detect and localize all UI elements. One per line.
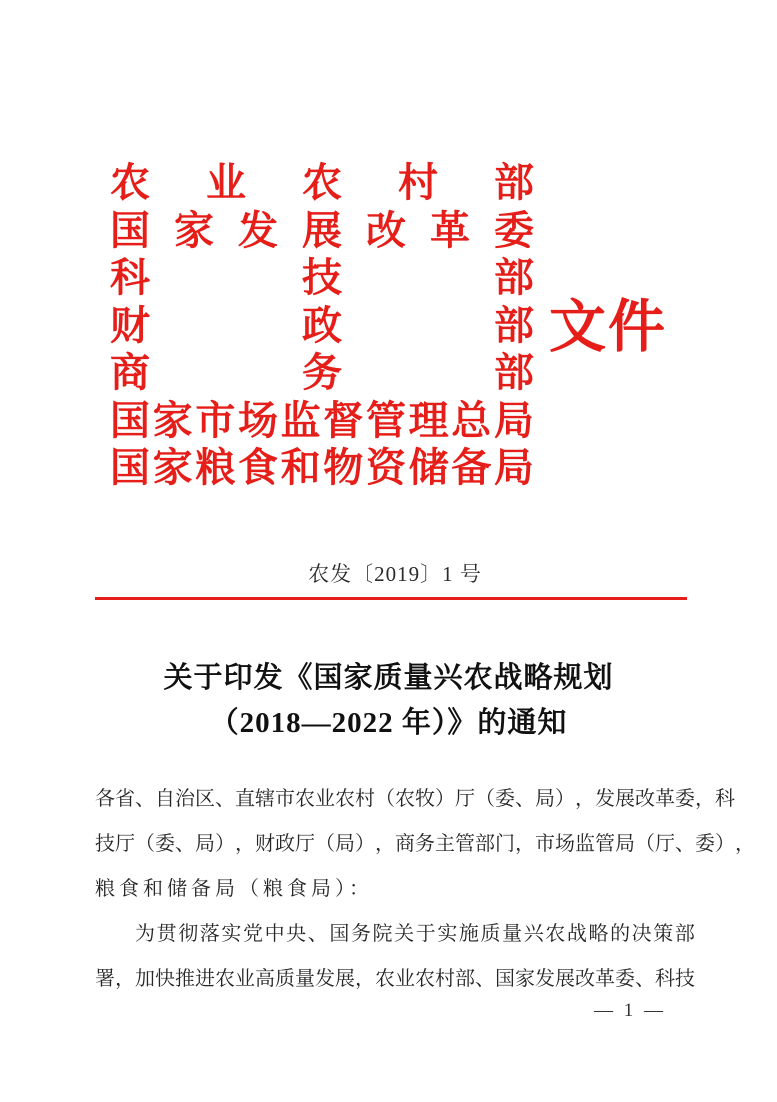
doc-title-line-2: （2018—2022 年）》的通知 bbox=[209, 707, 568, 739]
agency-line-ndrc: 国 家 发 展 改 革 委 bbox=[110, 207, 534, 253]
agency-line-grain-reserves: 国 家 粮 食 和 物 资 储 备 局 bbox=[110, 445, 534, 491]
agency-line-ministry-of-agriculture: 农 业 农 村 部 bbox=[110, 160, 534, 206]
agency-line-market-regulation: 国 家 市 场 监 督 管 理 总 局 bbox=[110, 397, 534, 443]
recipients-line-3: 粮食和储备局（粮食局）： bbox=[95, 878, 373, 900]
paragraph-line-1: 为 贯 彻 落 实 党 中 央 、 国 务 院 关 于 实 施 质 量 兴 农 战 略 的 决 策 部 bbox=[135, 923, 695, 945]
issuing-agencies-block bbox=[110, 156, 534, 489]
recipients-line-2: 技 厅 （ 委 、 局 ） ， 财 政 厅 （ 局 ） ， 商 务 主 管 部 门 ， 市 场 监 管 局 （ 厅 、 委 ） ， bbox=[95, 833, 755, 855]
agency-line-ministry-of-finance: 财 政 部 bbox=[110, 302, 534, 348]
recipients-line-1: 各 省 、 自 治 区 、 直 辖 市 农 业 农 村 （ 农 牧 ） 厅 （ 委 、 局 ） ， 发 展 改 革 委 ， 科 bbox=[95, 788, 735, 810]
agency-line-ministry-of-science: 科 技 部 bbox=[110, 255, 534, 301]
doc-type-label: 文件 bbox=[549, 296, 667, 359]
doc-title-line-1: 关于印发《国家质量兴农战略规划 bbox=[163, 662, 614, 694]
agency-line-ministry-of-commerce: 商 务 部 bbox=[110, 350, 534, 396]
doc-body bbox=[95, 774, 755, 999]
red-separator-line bbox=[95, 597, 687, 600]
doc-number: 农发〔2019〕1 号 bbox=[308, 562, 482, 586]
page-number: — 1 — bbox=[594, 1000, 666, 1021]
doc-title bbox=[0, 656, 777, 746]
paragraph-line-2: 署 ， 加 快 推 进 农 业 高 质 量 发 展 ， 农 业 农 村 部 、 国 家 发 展 改 革 委 、 科 技 bbox=[95, 968, 695, 990]
